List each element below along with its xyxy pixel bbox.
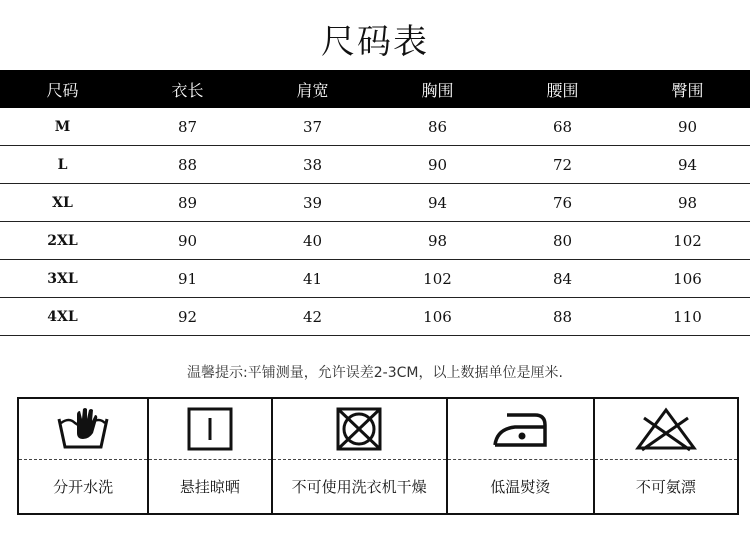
table-cell: 110	[625, 298, 750, 336]
table-cell: 38	[250, 146, 375, 184]
table-cell: 40	[250, 222, 375, 260]
table-cell: 4XL	[0, 298, 125, 336]
table-cell: 98	[375, 222, 500, 260]
table-cell: 84	[500, 260, 625, 298]
table-cell: 42	[250, 298, 375, 336]
table-cell: 68	[500, 108, 625, 146]
table-cell: 102	[375, 260, 500, 298]
table-cell: 98	[625, 184, 750, 222]
table-cell: 106	[375, 298, 500, 336]
care-item-iron-low	[448, 399, 595, 513]
table-cell: 90	[125, 222, 250, 260]
care-label: 低温熨烫	[490, 478, 551, 496]
table-cell: L	[0, 146, 125, 184]
table-cell: 94	[625, 146, 750, 184]
care-item-hang-dry	[149, 399, 272, 513]
table-cell: 88	[500, 298, 625, 336]
header-length: 衣长	[125, 70, 250, 108]
table-cell: 90	[625, 108, 750, 146]
table-header-row	[0, 70, 750, 108]
table-cell: 90	[375, 146, 500, 184]
care-label: 悬挂晾晒	[179, 478, 240, 496]
table-cell: 102	[625, 222, 750, 260]
table-cell: 94	[375, 184, 500, 222]
care-item-no-bleach	[595, 399, 737, 513]
table-cell: 92	[125, 298, 250, 336]
hand-wash-icon	[55, 405, 111, 453]
measurement-note: 温馨提示:平铺测量，允许误差2-3CM，以上数据单位是厘米.	[187, 365, 563, 381]
table-cell: 80	[500, 222, 625, 260]
care-label: 不可氨漂	[635, 478, 696, 496]
table-cell: 91	[125, 260, 250, 298]
header-size: 尺码	[0, 70, 125, 108]
table-row	[0, 146, 750, 184]
table-cell: 72	[500, 146, 625, 184]
table-cell: 3XL	[0, 260, 125, 298]
table-cell: 89	[125, 184, 250, 222]
hang-dry-icon	[186, 406, 234, 452]
header-chest: 胸围	[375, 70, 500, 108]
size-table	[0, 70, 750, 336]
table-cell: 106	[625, 260, 750, 298]
table-cell: XL	[0, 184, 125, 222]
care-instructions	[17, 397, 739, 515]
table-cell: 39	[250, 184, 375, 222]
table-row	[0, 298, 750, 336]
table-row	[0, 108, 750, 146]
table-cell: 41	[250, 260, 375, 298]
care-label: 分开水洗	[53, 478, 114, 496]
table-cell: 37	[250, 108, 375, 146]
page-title: 尺码表	[321, 22, 429, 62]
iron-low-icon	[489, 407, 551, 451]
table-cell: 88	[125, 146, 250, 184]
table-cell: 2XL	[0, 222, 125, 260]
header-shoulder: 肩宽	[250, 70, 375, 108]
no-tumble-dry-icon	[335, 406, 383, 452]
header-hip: 臀围	[625, 70, 750, 108]
table-row	[0, 222, 750, 260]
table-row	[0, 260, 750, 298]
no-bleach-icon	[634, 406, 698, 452]
table-row	[0, 184, 750, 222]
table-cell: 76	[500, 184, 625, 222]
care-label: 不可使用洗衣机干燥	[291, 478, 427, 496]
care-item-hand-wash	[19, 399, 149, 513]
table-cell: 86	[375, 108, 500, 146]
table-cell: 87	[125, 108, 250, 146]
header-waist: 腰围	[500, 70, 625, 108]
table-cell: M	[0, 108, 125, 146]
care-item-no-tumble-dry	[273, 399, 448, 513]
